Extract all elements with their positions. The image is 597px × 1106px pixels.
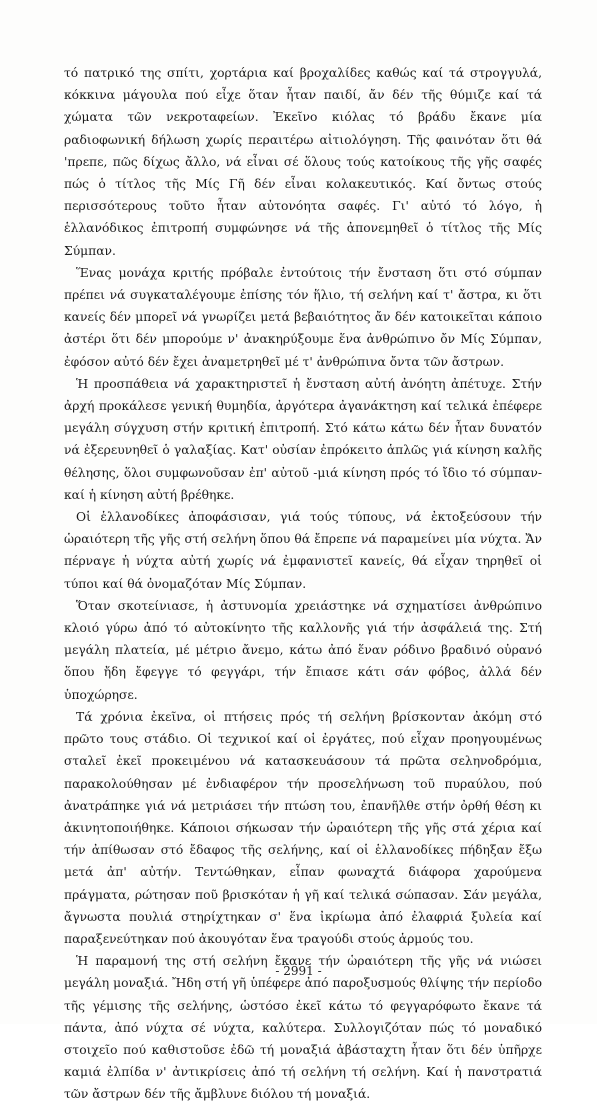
body-text [64, 62, 542, 1106]
paragraph-3: Ἡ προσπάθεια νά χαρακτηριστεῖ ἡ ἔνσταση αὐτή ἀνόητη ἀπέτυχε. Στήν ἀρχή προκάλεσε γενική θυμηδία, ἀργότερα ἀγανάκτηση καί τελικά ἐπέφερε μεγάλη σύγχυση στήν κριτική ἐπιτροπή. Στό κάτω κάτω δέν ἦταν δυνατόν νά ἐξερευνηθεῖ ὁ γαλαξίας. Κατ' οὐσίαν ἐπρόκειτο ἁπλῶς γιά κίνηση καλῆς θέλησης, ὅλοι συμφωνοῦσαν ἐπ' αὐτοῦ -μιά κίνηση πρός τό ἴδιο τό σύμπαν- καί ἡ κίνηση αὐτή βρέθηκε. [64, 376, 542, 502]
paragraph-2: Ἕνας μονάχα κριτής πρόβαλε ἐντούτοις τήν ἔνσταση ὅτι στό σύμπαν πρέπει νά συγκαταλέγουμε ἐπίσης τόν ἥλιο, τή σελήνη καί τ' ἄστρα, κι ὅτι κανείς δέν μπορεῖ νά γνωρίζει μετά βεβαιότητος ἄν δέν κατοικεῖται κάποιο ἀστέρι ὅτι δέν μπορούμε ν' ἀνακηρύξουμε ἕνα ἀνθρώπινο ὄν Μίς Σύμπαν, ἐφόσον αὐτό δέν ἔχει ἀναμετρηθεῖ μέ τ' ἀνθρώπινα ὄντα τῶν ἄστρων. [64, 265, 542, 369]
paragraph-1: τό πατρικό της σπίτι, χορτάρια καί βροχαλίδες καθώς καί τά στρογγυλά, κόκκινα μάγουλα πού εἶχε ὅταν ἦταν παιδί, ἄν δέν τῆς θύμιζε καί τά χώματα τῶν νεκροταφείων. Ἐκεῖνο κιόλας τό βράδυ ἔκανε μία ραδιοφωνική δήλωση χωρίς περαιτέρω αἰτιολόγηση. Τῆς φαινόταν ὅτι θά 'πρεπε, πῶς δίχως ἄλλο, νά εἶναι σέ ὅλους τούς κατοίκους τῆς γῆς σαφές πώς ὁ τίτλος τῆς Μίς Γῆ δέν εἶναι κολακευτικός. Καί ὄντως στούς περισσότερους τοῦτο ἦταν αὐτονόητα σαφές. Γι' αὐτό τό λόγο, ἡ ἑλλανόδικος ἐπιτροπή συμφώνησε νά τῆς ἀπονεμηθεῖ ὁ τίτλος τῆς Μίς Σύμπαν. [64, 66, 542, 258]
paragraph-7: Ἡ παραμονή της στή σελήνη ἔκανε τήν ὡραιότερη τῆς γῆς νά νιώσει μεγάλη μοναξιά. Ἤδη στή γῆ ὑπέφερε ἀπό παροξυσμούς θλίψης τήν περίοδο τῆς γέμισης τῆς σελήνης, ὡστόσο ἐκεῖ κάτω τό φεγγαρόφωτο ἔκανε τά πάντα, ἀπό νύχτα σέ νύχτα, καλύτερα. Συλλογιζόταν πώς τό μοναδικό στοιχεῖο πού καθιστοῦσε ἐδῶ τή μοναξιά ἀβάσταχτη ἦταν ὅτι δέν ὑπῆρχε καμιά ἐλπίδα ν' ἀντικρίσεις ἀπό τή σελήνη τή σελήνη. Καί ἡ πανστρατιά τῶν ἄστρων δέν τῆς ἄμβλυνε διόλου τή μοναξιά. [64, 954, 542, 1102]
paragraph-6: Τά χρόνια ἐκεῖνα, οἱ πτήσεις πρός τή σελήνη βρίσκονταν ἀκόμη στό πρῶτο τους στάδιο. Οἱ τεχνικοί καί οἱ ἐργάτες, πού εἶχαν προηγουμένως σταλεῖ ἐκεῖ προκειμένου νά κατασκευάσουν τά πρῶτα σεληνοδρόμια, παρακολούθησαν μέ ἐνδιαφέρον τήν προσελήνωση τοῦ πυραύλου, πού ἀνατράπηκε γιά νά μετριάσει τήν πτώση του, ἐπανῆλθε στήν ὀρθή θέση κι ἀκινητοποιήθηκε. Κάποιοι σήκωσαν τήν ὡραιότερη τῆς γῆς στά χέρια καί τήν ἀπίθωσαν στό ἔδαφος τῆς σελήνης, καί οἱ ἑλλανοδίκες πήδηξαν ἔξω μετά ἀπ' αὐτήν. Τεντώθηκαν, εἶπαν φωναχτά διάφορα χαρούμενα πράγματα, ρώτησαν ποῦ βρισκόταν ἡ γῆ καί τελικά σώπασαν. Σάν μεγάλα, ἄγνωστα πουλιά στηρίχτηκαν σ' ἕνα ἰκρίωμα ἀπό ἐλαφριά ξυλεία καί παραξενεύτηκαν πού ἀκουγόταν ἕνα τραγούδι στούς ἁρμούς του. [64, 709, 542, 946]
page-number: - 2991 - [275, 964, 322, 978]
paragraph-4: Οἱ ἑλλανοδίκες ἀποφάσισαν, γιά τούς τύπους, νά ἐκτοξεύσουν τήν ὡραιότερη τῆς γῆς στή σελήνη ὅπου θά ἔπρεπε νά παραμείνει μία νύχτα. Ἄν πέρναγε ἡ νύχτα αὐτή χωρίς νά ἐμφανιστεῖ κανείς, θά εἶχαν τηρηθεῖ οἱ τύποι καί θά ὀνομαζόταν Μίς Σύμπαν. [64, 510, 542, 591]
paragraph-5: Ὅταν σκοτείνιασε, ἡ ἀστυνομία χρειάστηκε νά σχηματίσει ἀνθρώπινο κλοιό γύρω ἀπό τό αὐτοκίνητο τῆς καλλονῆς γιά τήν ἀσφάλειά της. Στή μεγάλη πλατεία, μέ μέτριο ἄνεμο, κάτω ἀπό ἕναν ρόδινο βραδινό οὐρανό ὅπου ἤδη ἔφεγγε τό φεγγάρι, τήν ἔπιασε κάτι σάν φόβος, ἀλλά δέν ὑποχώρησε. [64, 598, 542, 702]
